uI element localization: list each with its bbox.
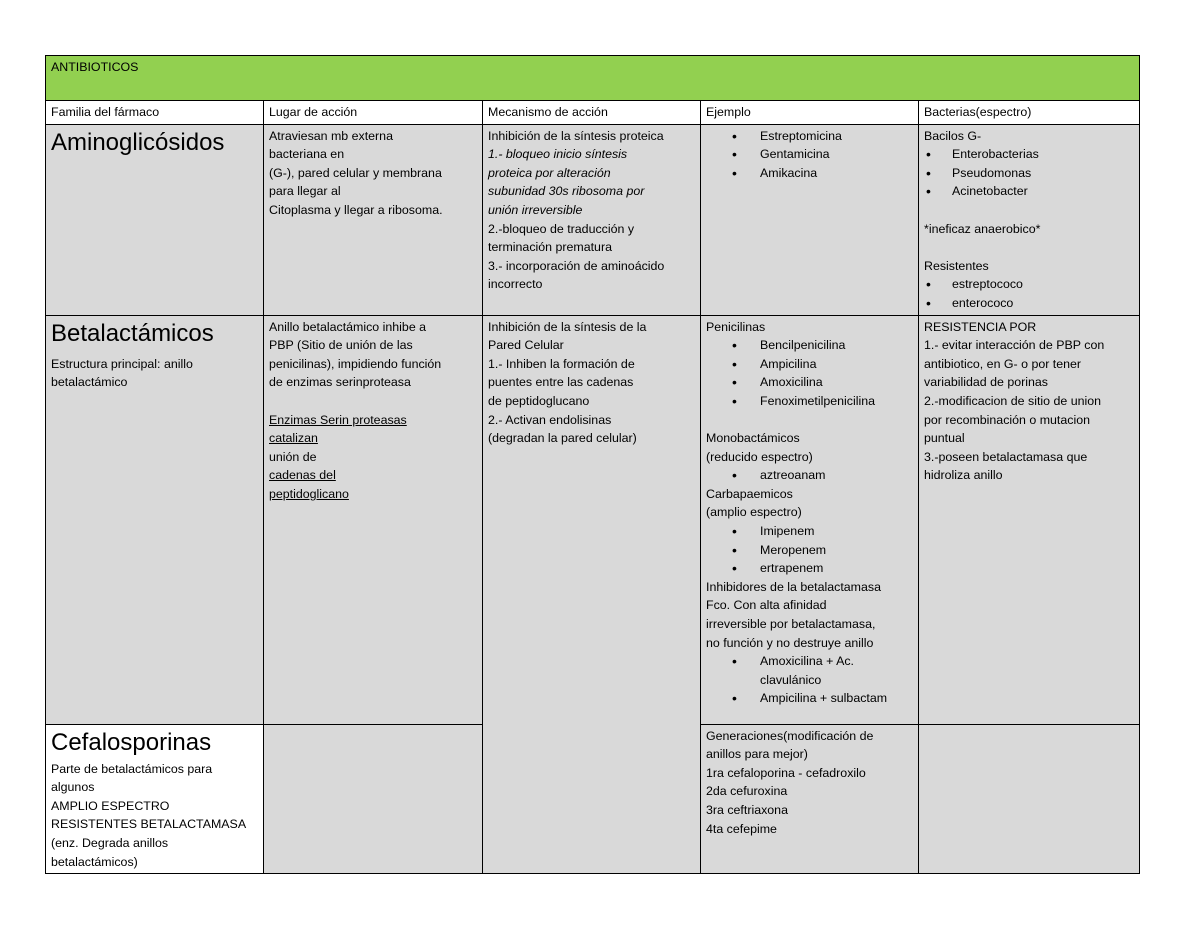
list-item: • aztreoanam [706, 466, 914, 485]
carbapenemicos-subtitle: (amplio espectro) [706, 505, 802, 520]
penicilinas-title: Penicilinas [706, 319, 766, 334]
spacer [924, 201, 1135, 220]
list-item: • estreptococo [924, 275, 1135, 294]
amino-mec-line: 2.-bloqueo de traducción y [488, 221, 635, 236]
amino-ejemplos-list [706, 127, 914, 183]
beta-mec-line: Pared Celular [488, 338, 564, 353]
amino-mec-italic-line: proteica por alteración [488, 165, 611, 180]
monobactamicos-title: Monobactámicos [706, 431, 800, 446]
inhibidores-line: irreversible por betalactamasa, [706, 617, 876, 632]
beta-estructura-line: Estructura principal: anillo [51, 356, 193, 371]
penicilinas-list [706, 336, 914, 410]
list-item: • Ampicilina + sulbactam [706, 689, 914, 708]
list-item: • Estreptomicina [706, 127, 914, 146]
beta-resist-line: 2.-modificacion de sitio de union [924, 393, 1102, 408]
beta-lugar-underlined: catalizan [269, 431, 318, 446]
list-item: • Meropenem [706, 541, 914, 560]
list-item: • enterococo [924, 294, 1135, 313]
cell-beta-mecanismo [483, 315, 701, 874]
table-title: ANTIBIOTICOS [46, 56, 1140, 101]
amino-mec-italic-line: 1.- bloqueo inicio síntesis [488, 147, 628, 162]
beta-mec-line: puentes entre las cadenas [488, 375, 634, 390]
header-lugar: Lugar de acción [264, 101, 483, 125]
beta-lugar-underlined: cadenas del [269, 468, 336, 483]
cefa-gen-line: 2da cefuroxina [706, 784, 788, 799]
beta-lugar-underlined: Enzimas Serin proteasas [269, 412, 407, 427]
amino-name: Aminoglicósidos [51, 128, 225, 156]
list-item: • Bencilpenicilina [706, 336, 914, 355]
cell-beta-ejemplo [701, 315, 919, 724]
cefa-desc-line: betalactámicos) [51, 854, 138, 869]
cell-amino-bacterias [919, 124, 1140, 315]
amino-lugar-line: (G-), pared celular y membrana [269, 165, 442, 180]
cefa-desc-line: (enz. Degrada anillos [51, 835, 169, 850]
amino-bac-note: *ineficaz anaerobico* [924, 221, 1041, 236]
antibiotics-table [45, 55, 1140, 874]
cell-beta-lugar [264, 315, 483, 724]
cell-amino-lugar [264, 124, 483, 315]
cefa-desc-line: RESISTENTES BETALACTAMASA [51, 817, 247, 832]
beta-lugar-line: de enzimas serinproteasa [269, 375, 411, 390]
amino-res-list [924, 275, 1135, 312]
amino-mec-line: terminación prematura [488, 240, 612, 255]
list-item: • Imipenem [706, 522, 914, 541]
inhibidores-line: no función y no destruye anillo [706, 635, 874, 650]
header-ejemplo: Ejemplo [701, 101, 919, 125]
cell-cefa-ejemplo [701, 724, 919, 874]
spacer [706, 411, 914, 430]
amino-res-title: Resistentes [924, 258, 989, 273]
beta-resist-line: 3.-poseen betalactamasa que [924, 449, 1088, 464]
beta-lugar-line: Anillo betalactámico inhibe a [269, 319, 427, 334]
inhibidores-line: Fco. Con alta afinidad [706, 598, 827, 613]
header-familia: Familia del fármaco [46, 101, 264, 125]
cefa-name: Cefalosporinas [51, 728, 212, 756]
beta-mec-line: 1.- Inhiben la formación de [488, 356, 635, 371]
beta-resist-line: antibiotico, en G- o por tener [924, 356, 1082, 371]
cefa-gen-line: 1ra cefaloporina - cefadroxilo [706, 765, 866, 780]
beta-lugar-underlined: peptidoglicano [269, 486, 349, 501]
beta-resist-line: RESISTENCIA POR [924, 319, 1037, 334]
cefa-desc-line: Parte de betalactámicos para [51, 761, 213, 776]
inhibidores-line: Inhibidores de la betalactamasa [706, 579, 881, 594]
cell-amino-mecanismo [483, 124, 701, 315]
cell-amino-ejemplo [701, 124, 919, 315]
cefa-gen-line: 4ta cefepime [706, 821, 777, 836]
beta-resist-line: 1.- evitar interacción de PBP con [924, 338, 1105, 353]
cell-cefa-familia [46, 724, 264, 874]
beta-mec-line: 2.- Activan endolisinas [488, 412, 612, 427]
beta-mec-line: Inhibición de la síntesis de la [488, 319, 647, 334]
cefa-desc-line: algunos [51, 780, 95, 795]
carbapenemicos-list [706, 522, 914, 578]
amino-bac-list [924, 145, 1135, 201]
cell-beta-familia [46, 315, 264, 724]
row-aminoglicosidos [46, 124, 1140, 315]
beta-mec-line: (degradan la pared celular) [488, 431, 637, 446]
amino-lugar-line: Atraviesan mb externa [269, 128, 393, 143]
beta-resist-line: variabilidad de porinas [924, 375, 1048, 390]
beta-mec-line: de peptidoglucano [488, 393, 590, 408]
list-item: • Gentamicina [706, 145, 914, 164]
monobactamicos-list [706, 466, 914, 485]
spacer [924, 238, 1135, 257]
amino-bac-title: Bacilos G- [924, 128, 982, 143]
cell-beta-bacterias [919, 315, 1140, 724]
cell-cefa-lugar [264, 724, 483, 874]
amino-mec-line: 3.- incorporación de aminoácido [488, 258, 665, 273]
beta-lugar-line: penicilinas), impidiendo función [269, 356, 442, 371]
amino-lugar-line: para llegar al [269, 184, 341, 199]
amino-mec-line: incorrecto [488, 277, 543, 292]
amino-lugar-line: Citoplasma y llegar a ribosoma. [269, 202, 443, 217]
list-item: • Amikacina [706, 164, 914, 183]
list-item: • Fenoximetilpenicilina [706, 392, 914, 411]
beta-name: Betalactámicos [51, 319, 214, 347]
amino-mec-title: Inhibición de la síntesis proteica [488, 128, 664, 143]
cefa-desc-line: AMPLIO ESPECTRO [51, 798, 170, 813]
list-item: • ertrapenem [706, 559, 914, 578]
list-item: • Ampicilina [706, 355, 914, 374]
carbapenemicos-title: Carbapaemicos [706, 486, 793, 501]
cell-cefa-bacterias [919, 724, 1140, 874]
list-item: • Pseudomonas [924, 164, 1135, 183]
list-item: • Enterobacterias [924, 145, 1135, 164]
spacer [269, 392, 478, 411]
list-item: • Acinetobacter [924, 182, 1135, 201]
beta-resist-line: hidroliza anillo [924, 468, 1003, 483]
beta-resist-line: puntual [924, 431, 965, 446]
beta-resist-line: por recombinación o mutacion [924, 412, 1090, 427]
monobactamicos-subtitle: (reducido espectro) [706, 449, 813, 464]
beta-estructura-line: betalactámico [51, 375, 128, 390]
beta-lugar-line: PBP (Sitio de unión de las [269, 338, 413, 353]
list-item: • Amoxicilina + Ac. clavulánico [706, 652, 914, 689]
list-item: • Amoxicilina [706, 373, 914, 392]
cefa-gen-line: 3ra ceftriaxona [706, 802, 788, 817]
header-bacterias: Bacterias(espectro) [919, 101, 1140, 125]
cell-amino-familia [46, 124, 264, 315]
amino-mec-italic-line: unión irreversible [488, 202, 583, 217]
cefa-gen-line: Generaciones(modificación de [706, 728, 874, 743]
inhibidores-list [706, 652, 914, 708]
amino-lugar-line: bacteriana en [269, 147, 345, 162]
amino-mec-italic-line: subunidad 30s ribosoma por [488, 184, 645, 199]
row-betalactamicos [46, 315, 1140, 724]
cefa-gen-line: anillos para mejor) [706, 747, 808, 762]
beta-lugar-plain: unión de [269, 449, 317, 464]
header-mecanismo: Mecanismo de acción [483, 101, 701, 125]
